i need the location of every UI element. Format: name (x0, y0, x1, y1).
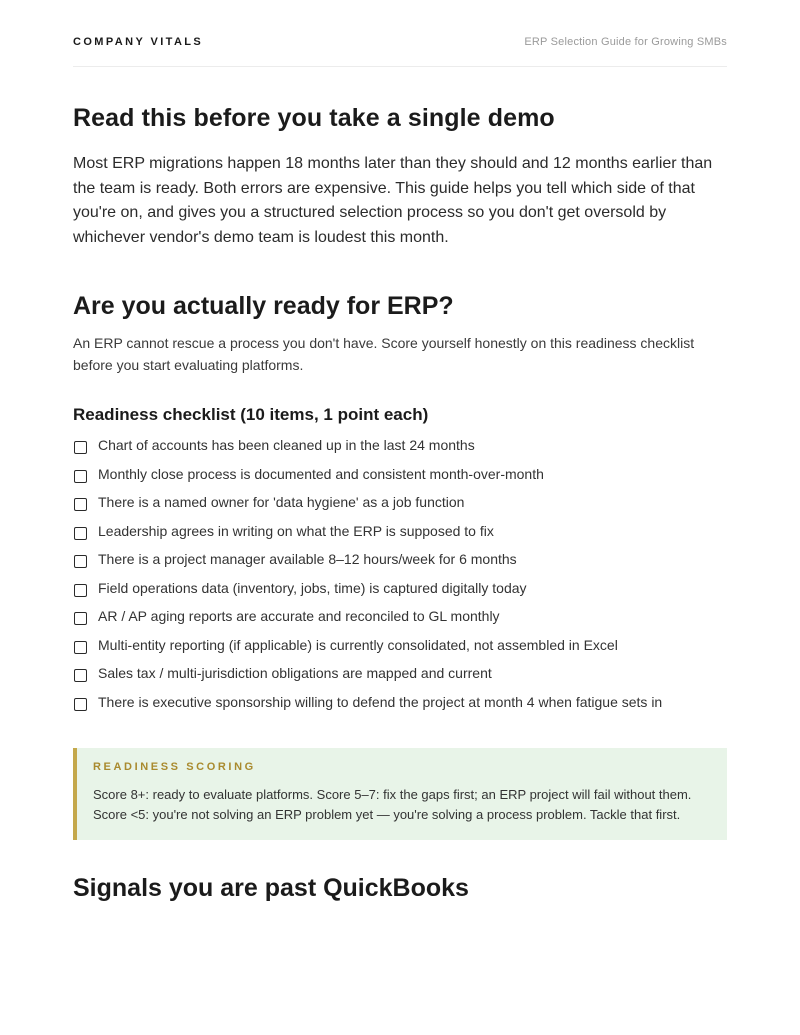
checklist-item-label: Monthly close process is documented and consistent month-over-month (98, 465, 544, 482)
checkbox-icon[interactable] (74, 584, 87, 597)
checklist-item-label: Chart of accounts has been cleaned up in the last 24 months (98, 437, 475, 453)
checklist-item-label: Field operations data (inventory, jobs, time) is captured digitally today (98, 579, 527, 596)
checklist-item-label: There is a named owner for 'data hygiene' as a job function (98, 494, 465, 510)
checklist-item (73, 461, 733, 490)
checklist-item (73, 603, 733, 632)
callout-text: Score 8+: ready to evaluate platforms. Score 5–7: fix the gaps first; an ERP project will fail without them. Score <5: you're not solving an ERP problem yet — you're solving a process problem. Tackle that first. (93, 787, 692, 822)
checkbox-icon[interactable] (74, 698, 87, 711)
checklist-title: Readiness checklist (10 items, 1 point each) (73, 405, 429, 424)
brand-name: COMPANY VITALS (73, 36, 204, 48)
readiness-heading: Are you actually ready for ERP? (73, 292, 454, 320)
readiness-scoring-callout (73, 748, 727, 840)
checklist-item-label: Sales tax / multi-jurisdiction obligations are mapped and current (98, 665, 492, 681)
checklist-item-label: Leadership agrees in writing on what the ERP is supposed to fix (98, 522, 494, 539)
checklist-item-label: There is a project manager available 8–12 hours/week for 6 months (98, 551, 517, 567)
callout-label: READINESS SCORING (93, 761, 256, 773)
checklist-item (73, 689, 733, 718)
signals-heading: Signals you are past QuickBooks (73, 874, 469, 902)
checklist-item (73, 632, 733, 661)
intro-heading: Read this before you take a single demo (73, 104, 555, 132)
checklist-item-label: There is executive sponsorship willing to defend the project at month 4 when fatigue sets in (98, 693, 663, 710)
intro-paragraph: Most ERP migrations happen 18 months later than they should and 12 months earlier than the team is ready. Both errors are expensive. This guide helps you tell which side of that you're on, and gives you a structured selection process so you don't get oversold by whichever vendor's demo team is loudest this month. (73, 155, 713, 246)
checklist-item-label: AR / AP aging reports are accurate and reconciled to GL monthly (98, 608, 500, 624)
checklist-item-label: Multi-entity reporting (if applicable) is currently consolidated, not assembled in Excel (98, 636, 618, 653)
checkbox-icon[interactable] (74, 669, 87, 682)
checkbox-icon[interactable] (74, 527, 87, 540)
checklist-item (73, 546, 733, 575)
checklist-item (73, 432, 733, 461)
checkbox-icon[interactable] (74, 498, 87, 511)
page-header (73, 30, 727, 67)
checklist-item (73, 660, 733, 689)
checkbox-icon[interactable] (74, 470, 87, 483)
readiness-checklist (73, 432, 733, 717)
checkbox-icon[interactable] (74, 441, 87, 454)
document-title: ERP Selection Guide for Growing SMBs (524, 36, 727, 48)
checkbox-icon[interactable] (74, 555, 87, 568)
checklist-item (73, 518, 733, 547)
checklist-item (73, 575, 733, 604)
checkbox-icon[interactable] (74, 612, 87, 625)
readiness-paragraph: An ERP cannot rescue a process you don't have. Score yourself honestly on this readiness checklist before you start evaluating platforms. (73, 335, 695, 373)
checklist-item (73, 489, 733, 518)
checkbox-icon[interactable] (74, 641, 87, 654)
